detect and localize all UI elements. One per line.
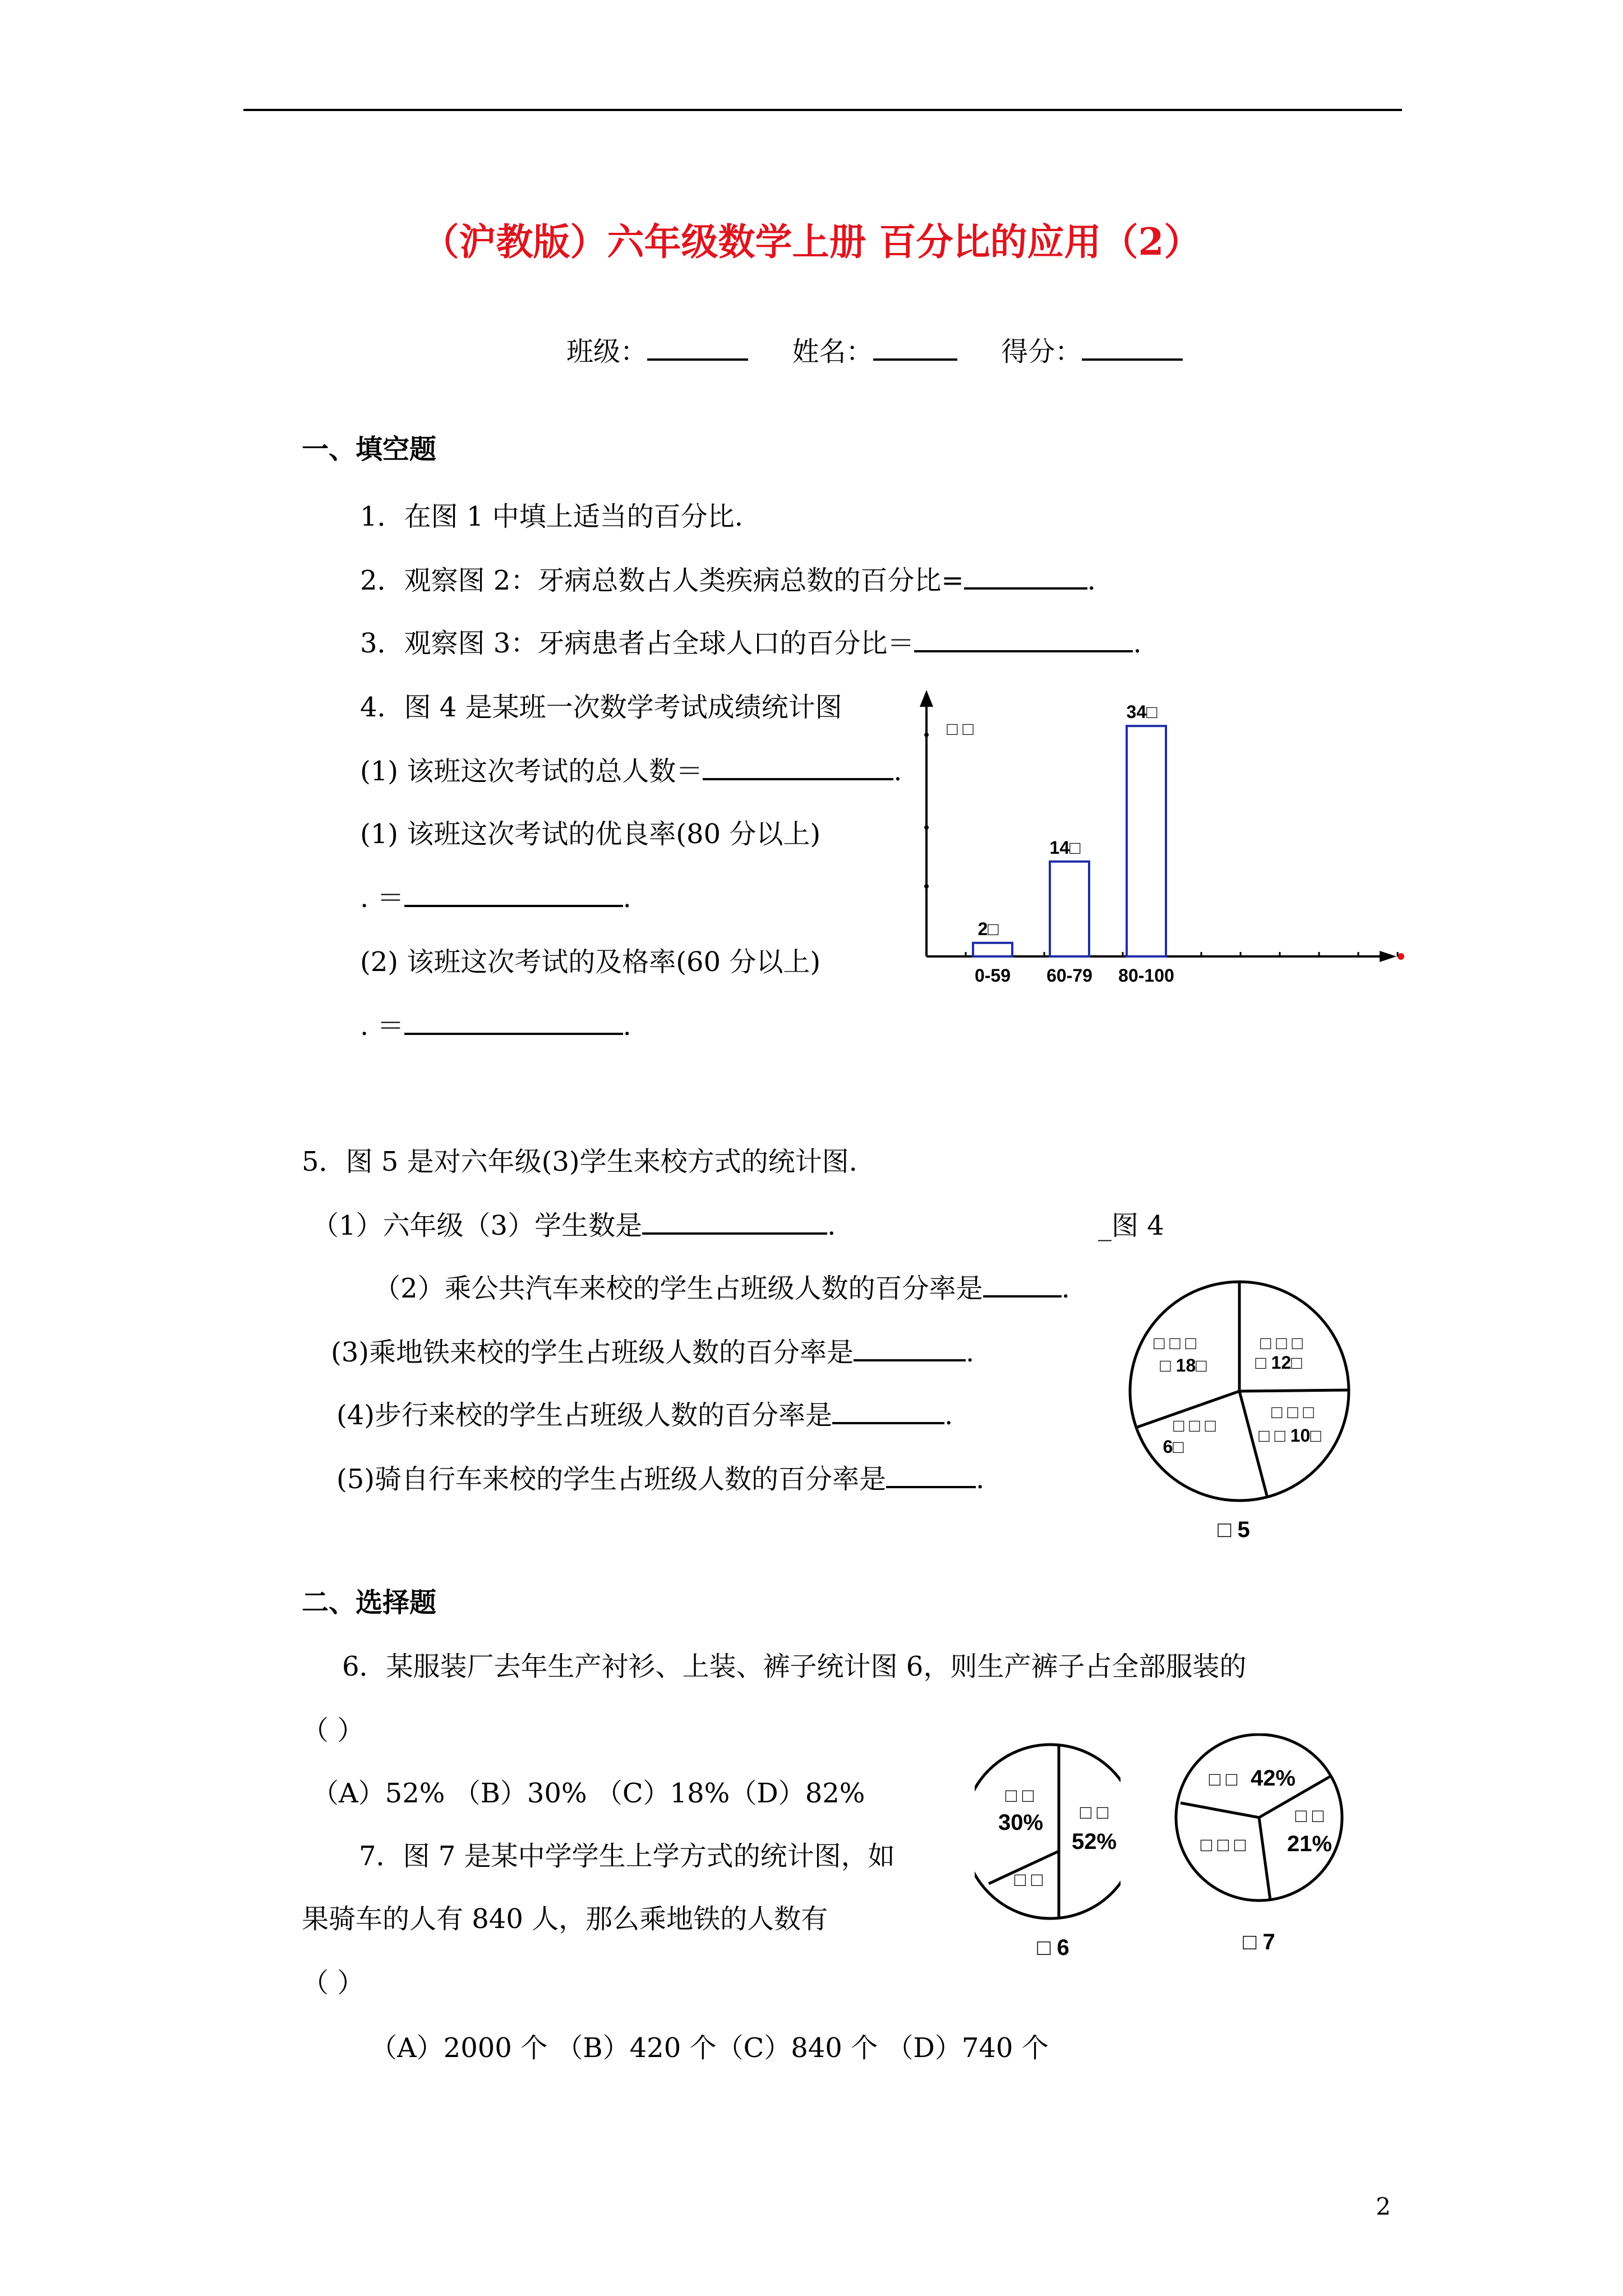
- x-axis-arrow: [1380, 951, 1396, 962]
- question-5-5-blank[interactable]: [886, 1464, 976, 1488]
- question-5-2-blank[interactable]: [983, 1273, 1062, 1297]
- question-5-4: [336, 1393, 953, 1432]
- pie-5-slice-1-value: □ 18□: [1160, 1355, 1207, 1375]
- question-4-3-tail: .: [623, 1010, 631, 1042]
- page-title: （沪教版）六年级数学上册 百分比的应用（2）: [422, 220, 1201, 264]
- pie-5-slice-2-value: □ 12□: [1255, 1352, 1302, 1373]
- question-5-4-text: (4)步行来校的学生占班级人数的百分率是: [336, 1400, 832, 1431]
- figure-5-caption: □ 5: [1218, 1517, 1250, 1542]
- question-4-2b: [360, 876, 631, 915]
- question-4-1-blank[interactable]: [703, 756, 893, 780]
- pie-6-slice-3-value: 30%: [998, 1810, 1044, 1835]
- question-6-paren: （ ）: [302, 1715, 365, 1746]
- question-6: 6．某服装厂去年生产衬衫、上装、裤子统计图 6，则生产裤子占全部服装的: [342, 1651, 1247, 1682]
- question-5-1-text: （1）六年级（3）学生数是: [312, 1210, 643, 1241]
- question-4-2b-text: . ＝: [360, 882, 404, 914]
- question-3-tail: .: [1133, 628, 1142, 659]
- pie-5-slice-4-label: □ □ □: [1173, 1415, 1216, 1435]
- question-5-3-text: (3)乘地铁来校的学生占班级人数的百分率是: [331, 1337, 854, 1368]
- score-blank[interactable]: [1082, 334, 1183, 361]
- section-1-heading: 一、填空题: [302, 434, 437, 465]
- question-4: 4．图 4 是某班一次数学考试成绩统计图: [360, 692, 842, 723]
- page-number: 2: [1376, 2193, 1391, 2220]
- question-5-5: [336, 1457, 984, 1496]
- question-7-options: （A）2000 个 （B）420 个（C）840 个 （D）740 个: [370, 2032, 1049, 2064]
- question-5-2-text: （2）乘公共汽车来校的学生占班级人数的百分率是: [374, 1273, 983, 1304]
- question-1: 1．在图 1 中填上适当的百分比.: [360, 501, 743, 532]
- x-axis-end-dot: [1398, 953, 1404, 960]
- question-4-2-blank[interactable]: [404, 882, 623, 907]
- question-5-2-tail: .: [1061, 1273, 1070, 1304]
- y-axis-label: □ □: [947, 719, 974, 739]
- x-tick-label: 60-79: [1046, 965, 1092, 986]
- section-2-heading: 二、选择题: [302, 1587, 437, 1618]
- question-3-text: 3．观察图 3：牙病患者占全球人口的百分比＝: [360, 628, 915, 659]
- bar-chart-figure-4: [920, 673, 1424, 999]
- bar: [973, 943, 1012, 956]
- top-rule: [243, 109, 1402, 111]
- pie-7-slice-2-label: □ □: [1295, 1805, 1324, 1826]
- question-5-1: [312, 1204, 836, 1243]
- question-7-line-2: 果骑车的人有 840 人，那么乘地铁的人数有: [302, 1903, 828, 1935]
- question-4-1-text: (1) 该班这次考试的总人数＝: [360, 756, 703, 787]
- pie-7-slice-2-value: 21%: [1287, 1832, 1332, 1856]
- question-4-3b-text: . ＝: [360, 1010, 404, 1042]
- pie-5-slice-1-label: □ □ □: [1154, 1333, 1196, 1353]
- question-5-1-blank[interactable]: [642, 1210, 827, 1235]
- pie-7-slice-3-label: □ □ □: [1200, 1834, 1246, 1856]
- question-5-5-tail: .: [976, 1464, 985, 1495]
- question-5-4-blank[interactable]: [832, 1400, 944, 1424]
- pie-5-divider: [1239, 1390, 1348, 1391]
- y-axis-arrow: [920, 690, 933, 707]
- pie-7-divider: [1181, 1803, 1259, 1818]
- bar-data-label: 14□: [1049, 837, 1081, 858]
- pie-7-slice-1-label: □ □: [1209, 1769, 1238, 1790]
- question-5-2: [374, 1267, 1070, 1305]
- question-2-tail: .: [1087, 565, 1096, 596]
- question-2: [360, 559, 1096, 597]
- question-5-3-tail: .: [966, 1337, 975, 1368]
- question-4-1-tail: .: [893, 756, 902, 787]
- question-5-3: [331, 1331, 974, 1369]
- y-axis-marker: [924, 825, 929, 830]
- question-3-blank[interactable]: [914, 628, 1133, 652]
- figure-6-caption: □ 6: [1037, 1935, 1069, 1960]
- question-4-3b: [360, 1004, 631, 1043]
- bar-data-label: 2□: [978, 918, 999, 939]
- bar: [1050, 862, 1089, 956]
- question-5: 5．图 5 是对六年级(3)学生来校方式的统计图.: [302, 1146, 857, 1177]
- question-4-3-blank[interactable]: [404, 1010, 623, 1035]
- pie-5-slice-4-value: 6□: [1163, 1437, 1184, 1457]
- question-7-line-1: 7．图 7 是某中学学生上学方式的统计图，如: [359, 1841, 895, 1872]
- class-label: 班级：: [566, 336, 648, 367]
- pie-6-slice-2-label: □ □: [1014, 1869, 1043, 1890]
- name-label: 姓名：: [792, 336, 873, 367]
- pie-5-slice-3-label: □ □ □: [1271, 1402, 1314, 1422]
- pie-5-slice-3-value: □ □ 10□: [1258, 1425, 1321, 1446]
- class-blank[interactable]: [647, 334, 748, 361]
- x-tick-label: 0-59: [974, 965, 1011, 986]
- question-7-paren: （ ）: [302, 1967, 365, 1999]
- question-2-blank[interactable]: [964, 565, 1087, 590]
- student-info: [566, 330, 1183, 369]
- question-5-3-blank[interactable]: [854, 1337, 966, 1361]
- question-3: [360, 622, 1142, 660]
- pie-6-slice-1-value: 52%: [1071, 1829, 1117, 1854]
- figure-4-caption: _图 4: [1098, 1210, 1164, 1241]
- pie-chart-figure-7: [1169, 1733, 1354, 1980]
- name-blank[interactable]: [873, 334, 957, 361]
- pie-chart-figure-5: [1122, 1279, 1368, 1548]
- question-5-1-tail: .: [827, 1210, 836, 1241]
- question-4-2-tail: .: [623, 882, 631, 914]
- question-4-3: (2) 该班这次考试的及格率(60 分以上): [360, 946, 821, 978]
- pie-6-slice-3-label: □ □: [1005, 1785, 1034, 1806]
- question-2-text: 2．观察图 2：牙病总数占人类疾病总数的百分比=: [360, 565, 964, 596]
- pie-7-slice-1-value: 42%: [1250, 1766, 1296, 1791]
- y-axis-marker: [924, 733, 929, 737]
- question-5-4-tail: .: [944, 1400, 953, 1431]
- score-label: 得分：: [1001, 336, 1082, 367]
- bar-chart-plot: [920, 690, 1404, 986]
- x-tick-label: 80-100: [1118, 965, 1174, 986]
- question-5-5-text: (5)骑自行车来校的学生占班级人数的百分率是: [336, 1464, 886, 1495]
- pie-7-divider: [1259, 1818, 1270, 1900]
- pie-6-slice-1-label: □ □: [1080, 1802, 1109, 1823]
- bar: [1127, 726, 1166, 956]
- question-4-2: (1) 该班这次考试的优良率(80 分以上): [360, 818, 821, 850]
- question-6-options: （A）52% （B）30% （C）18%（D）82%: [312, 1778, 865, 1809]
- pie-chart-figure-6: [975, 1739, 1121, 1986]
- question-4-1: [360, 749, 902, 788]
- figure-7-caption: □ 7: [1243, 1930, 1275, 1954]
- bar-data-label: 34□: [1126, 702, 1158, 723]
- y-axis-marker: [924, 884, 929, 889]
- pie-5-slice-2-label: □ □ □: [1260, 1333, 1303, 1353]
